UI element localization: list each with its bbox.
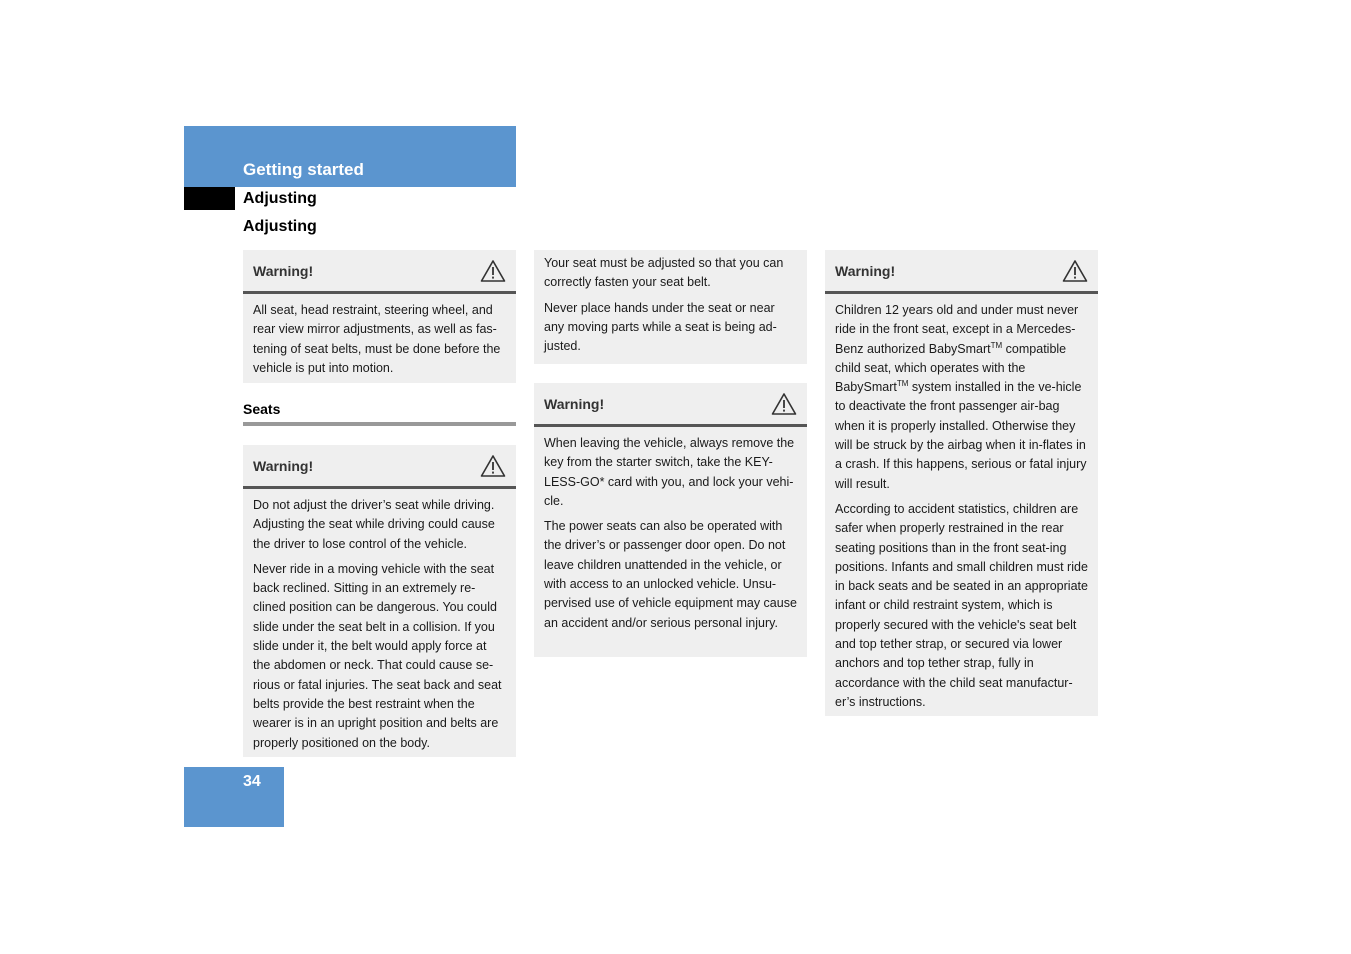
warning-box-children bbox=[825, 250, 1098, 716]
trademark-sup: TM bbox=[896, 379, 909, 389]
info-box-seat-adjust bbox=[534, 250, 807, 364]
info-paragraph: Your seat must be adjusted so that you can correctly fasten your seat belt. bbox=[544, 256, 784, 290]
info-paragraph: Never place hands under the seat or near any moving parts while a seat is being ad-justed. bbox=[544, 300, 777, 354]
warning-triangle-icon bbox=[480, 454, 506, 478]
warning-paragraph: Never ride in a moving vehicle with the seat back reclined. Sitting in an extremely re-clined position can be dangerous. You could slide under the seat belt in a collision. If you slide under it, the belt would apply force at the abdomen or neck. That could cause se-rious or fatal injuries. The seat back and seat belts provide the best restraint when the wearer is in an upright position and belts are properly positioned on the body. bbox=[253, 561, 502, 750]
text-segment: Children 12 years old and under must never ride in the front seat, except in a Mercedes-Benz authorized BabySmart bbox=[835, 303, 1079, 356]
warning-header bbox=[243, 445, 516, 489]
page-number-box bbox=[184, 767, 284, 827]
warning-title: Warning! bbox=[253, 262, 314, 279]
warning-box-leaving-vehicle bbox=[534, 383, 807, 657]
subsection-title: Adjusting bbox=[243, 218, 317, 235]
trademark-sup: TM bbox=[990, 340, 1003, 350]
warning-triangle-icon bbox=[1062, 259, 1088, 283]
text-segment: system installed in the ve-hicle to deactivate the front passenger air-bag when it is properly installed. Otherwise they will be struck by the airbag when it in-flates in a crash. If this happens, serious or fatal injury will result. bbox=[835, 380, 1087, 491]
chapter-title: Getting started bbox=[243, 160, 364, 179]
warning-text: All seat, head restraint, steering wheel, and rear view mirror adjustments, as well as fas-tening of seat belts, must be done before the vehicle is put into motion. bbox=[253, 303, 501, 375]
warning-paragraph: When leaving the vehicle, always remove the key from the starter switch, take the KEY-LESS-GO* card with you, and lock your vehi-cle. bbox=[544, 436, 795, 508]
warning-header bbox=[534, 383, 807, 427]
chapter-header bbox=[184, 126, 516, 187]
warning-paragraph: The power seats can also be operated with the driver’s or passenger door open. Do not leave children unattended in the vehicle, or with access to an unlocked vehicle. Unsu-pervised use of vehicle equipment may cause an accident and/or serious personal injury. bbox=[544, 519, 797, 630]
warning-triangle-icon bbox=[771, 392, 797, 416]
seats-heading: Seats bbox=[243, 401, 516, 426]
warning-box-adjustments bbox=[243, 250, 516, 383]
warning-title: Warning! bbox=[835, 262, 896, 279]
warning-title: Warning! bbox=[253, 457, 314, 474]
warning-box-seats bbox=[243, 445, 516, 757]
warning-triangle-icon bbox=[480, 259, 506, 283]
section-title: Adjusting bbox=[243, 190, 317, 207]
warning-title: Warning! bbox=[544, 395, 605, 412]
section-marker bbox=[184, 187, 235, 210]
warning-header bbox=[825, 250, 1098, 294]
warning-header bbox=[243, 250, 516, 294]
warning-paragraph: Do not adjust the driver’s seat while driving. Adjusting the seat while driving could cause the driver to lose control of the vehicle. bbox=[253, 498, 495, 551]
text-segment: compatible child seat, which operates with the BabySmart bbox=[835, 341, 1067, 395]
warning-paragraph: According to accident statistics, children are safer when properly restrained in the rear seating positions than in the front seat-ing positions. Infants and small children must ride in back seats and be seated in an appropriate infant or child restraint system, which is properly secured with the vehicle's seat belt and top tether strap, or secured via lower anchors and top tether strap, fully in accordance with the child seat manufactur-er’s instructions. bbox=[835, 501, 1088, 709]
page-number: 34 bbox=[243, 773, 261, 790]
warning-paragraph bbox=[835, 301, 1088, 494]
